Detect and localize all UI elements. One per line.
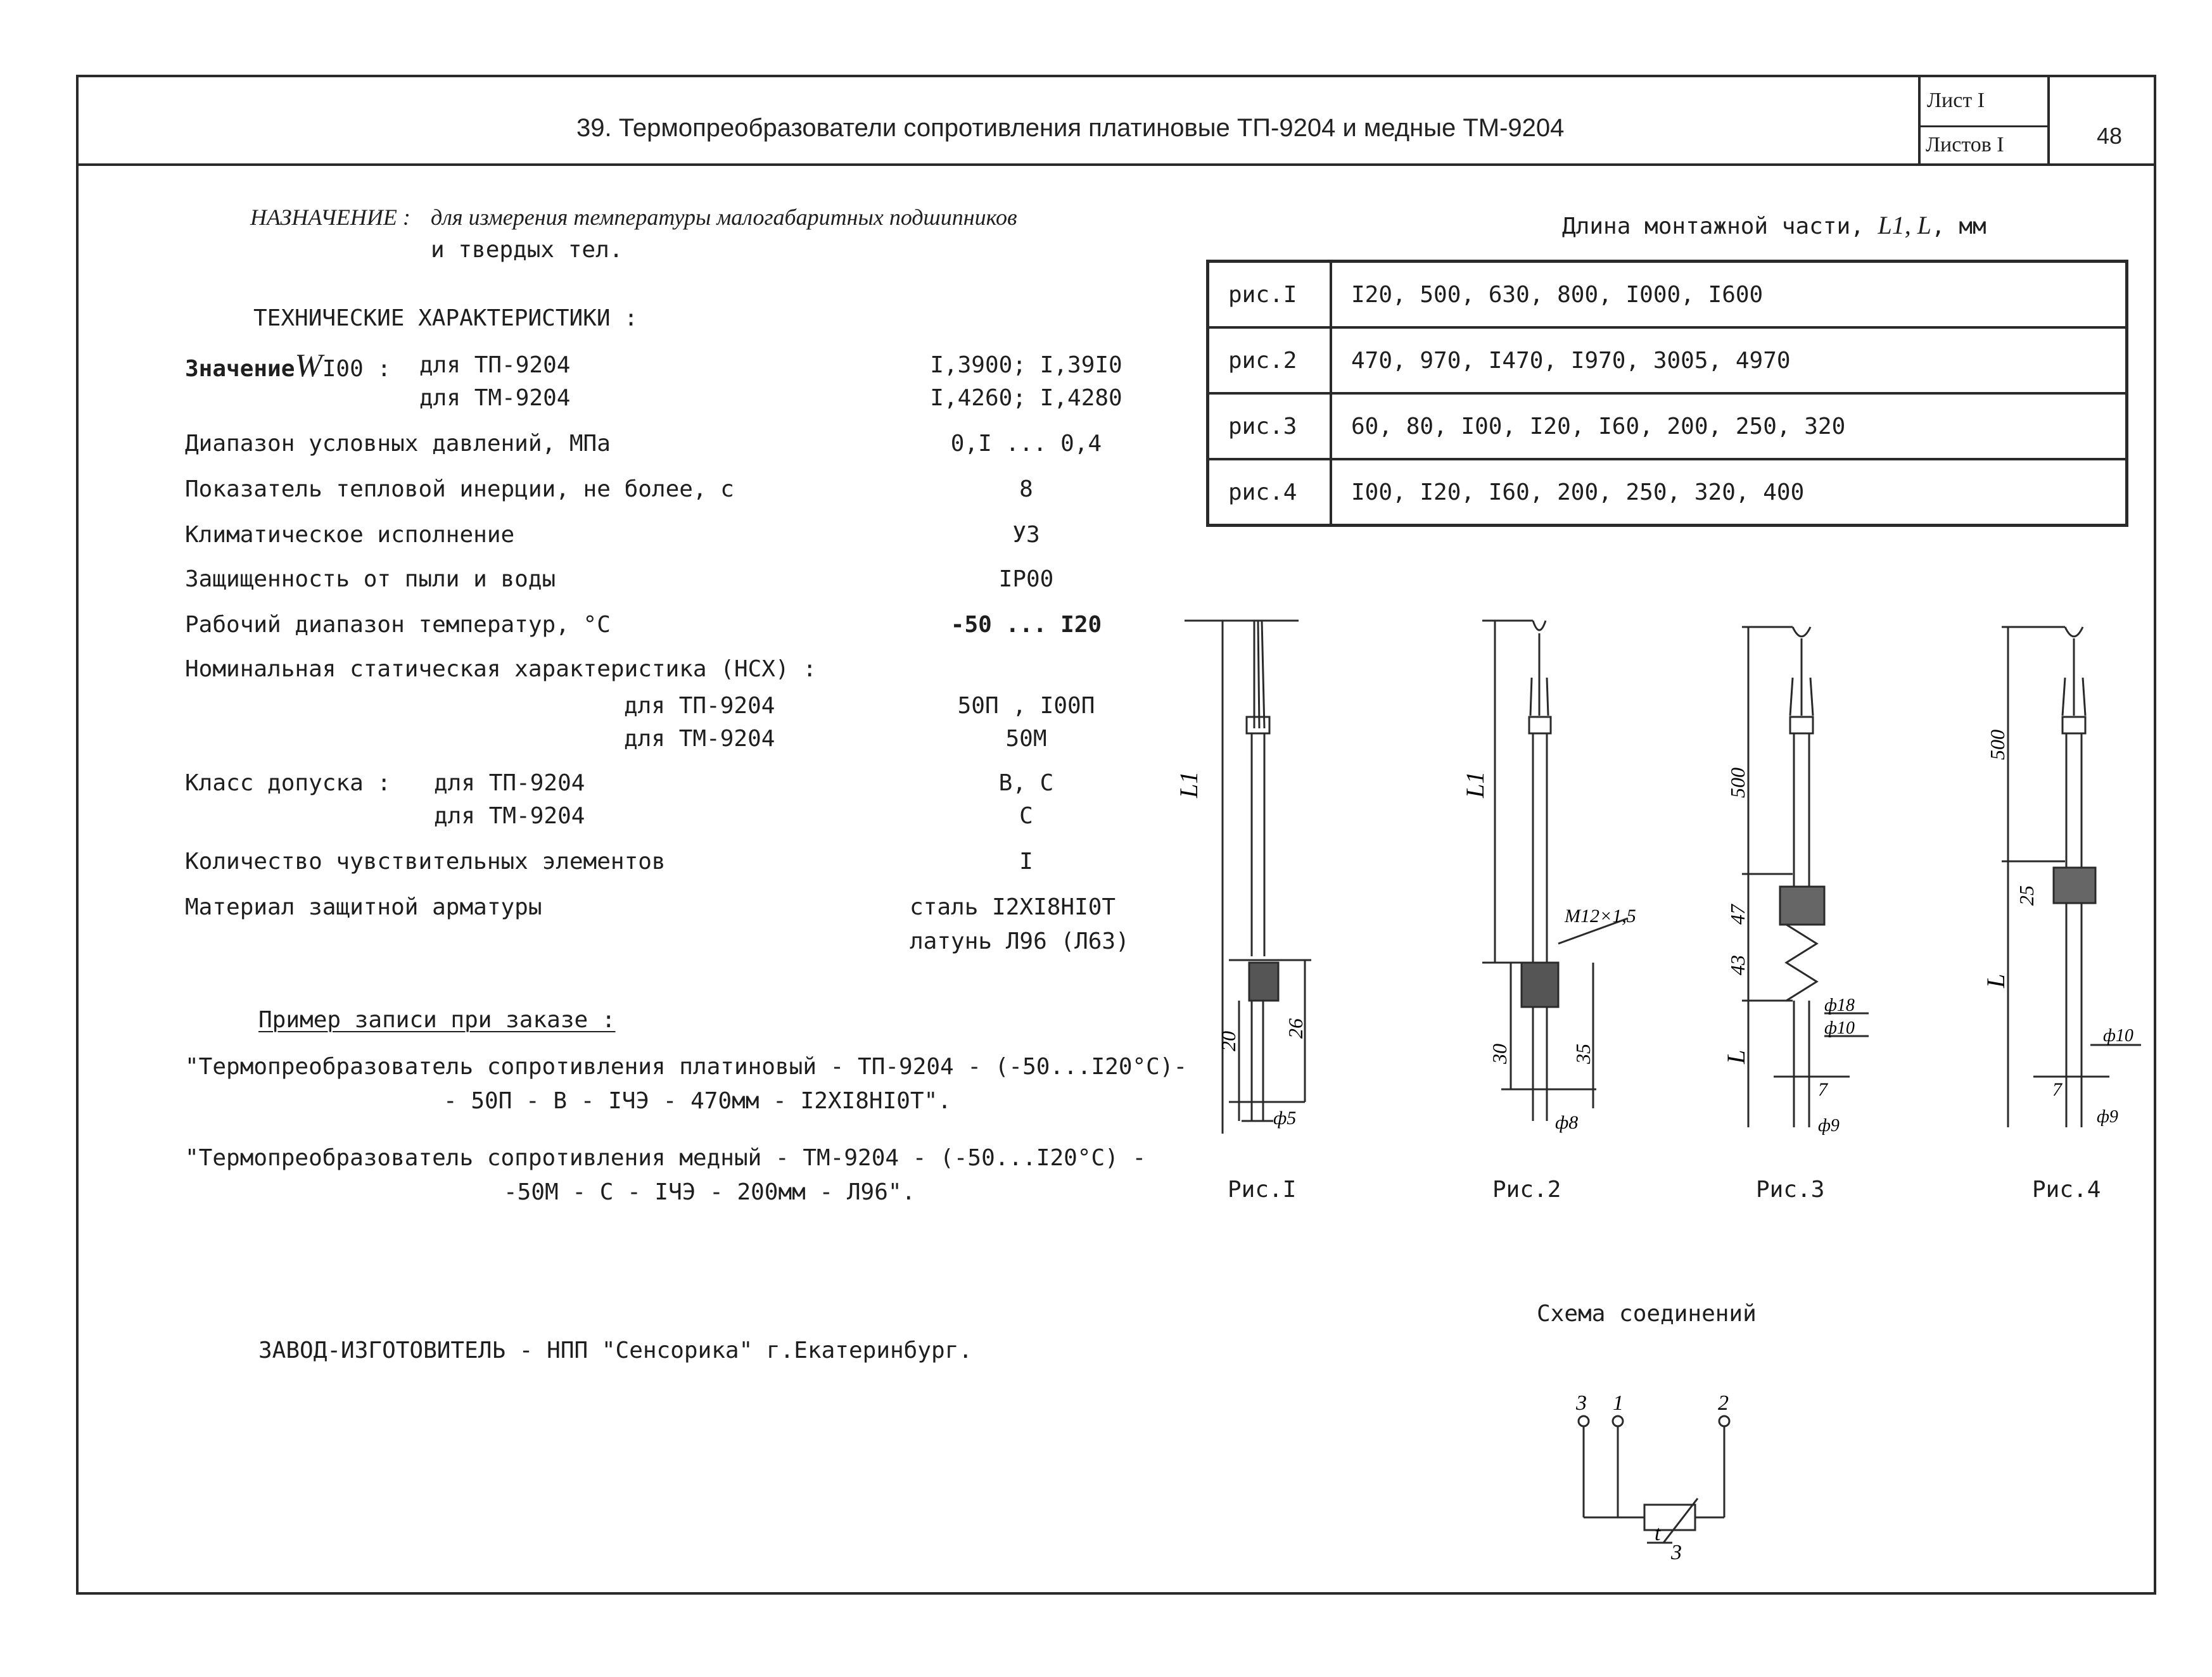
figure-2-thread: M12×1,5: [1565, 906, 1636, 927]
table-cell-fig: рис.4: [1208, 459, 1332, 526]
figure-3-diameter-3: ф9: [1818, 1116, 1840, 1136]
figure-3-dim-top: 500: [1726, 768, 1749, 798]
order-heading-text: Пример записи при заказе :: [258, 1007, 616, 1033]
table-cell-fig: рис.2: [1208, 327, 1332, 393]
figure-1-dim-length: L1: [1174, 771, 1203, 798]
figure-4-dim-c: 7: [2052, 1079, 2062, 1100]
length-caption-text: Длина монтажной части,: [1562, 213, 1864, 239]
spec-value: 8: [1019, 476, 1033, 502]
nsx-row-value: 50М: [1005, 726, 1047, 752]
table-cell-fig: рис.3: [1208, 393, 1332, 459]
figure-3-caption: Рис.3: [1756, 1177, 1825, 1203]
w100-row-value: I,3900; I,39I0: [930, 352, 1122, 378]
figure-2-dim-b: 35: [1572, 1044, 1594, 1064]
figure-2-caption: Рис.2: [1492, 1177, 1561, 1203]
figure-2-dim-a: 30: [1488, 1044, 1511, 1064]
table-cell-values: 60, 80, I00, I20, I60, 200, 250, 320: [1331, 393, 2127, 459]
nsx-row-value: 50П , I00П: [957, 693, 1095, 719]
spec-label: Защищенность от пыли и воды: [185, 566, 556, 592]
specs-heading: ТЕХНИЧЕСКИЕ ХАРАКТЕРИСТИКИ :: [253, 305, 638, 331]
spec-label: Климатическое исполнение: [185, 522, 515, 548]
count-label: Количество чувствительных элементов: [185, 849, 666, 875]
scheme-terminal-2: 2: [1718, 1391, 1729, 1415]
table-row: [1208, 393, 2127, 459]
w100-colon: :: [377, 356, 391, 382]
w100-prefix: Значение: [185, 356, 295, 382]
table-row: [1208, 262, 2127, 328]
tolerance-row-value: С: [1019, 803, 1033, 829]
spec-value: 0,I ... 0,4: [950, 431, 1102, 457]
figure-2-drawing: [1451, 608, 1660, 1140]
order-example-2-line-2: -50М - С - IЧЭ - 200мм - Л96".: [504, 1179, 916, 1205]
tolerance-row-label: для ТМ-9204: [434, 803, 585, 829]
length-caption-symbols: L1, L: [1878, 211, 1932, 239]
figure-4-caption: Рис.4: [2032, 1177, 2101, 1203]
nsx-row-label: для ТМ-9204: [624, 726, 775, 752]
stamp-divider-2: [2047, 75, 2050, 165]
tolerance-row-value: В, С: [998, 770, 1054, 796]
w100-row-label: для ТП-9204: [419, 352, 571, 378]
figure-3-dim-b: 43: [1726, 955, 1749, 975]
scheme-resistor-label: 3: [1671, 1541, 1682, 1564]
w100-label: [185, 347, 391, 384]
figure-4-diameter-2: ф9: [2097, 1107, 2118, 1127]
figure-1-caption: Рис.I: [1228, 1177, 1297, 1203]
figure-4-dim-top: 500: [1986, 730, 2009, 760]
figure-4-diameter-1: ф10: [2103, 1026, 2133, 1046]
header-divider: [76, 163, 2156, 166]
scheme-temperature-label: t: [1655, 1522, 1661, 1545]
figure-3-dim-length: L: [1722, 1049, 1750, 1064]
length-table: [1206, 260, 2128, 527]
tolerance-row-label: для ТП-9204: [434, 770, 585, 796]
figure-2-dim-length: L1: [1461, 771, 1489, 798]
order-example-1-line-2: - 50П - В - IЧЭ - 470мм - I2XI8HI0T".: [443, 1088, 951, 1114]
figure-3-drawing: [1723, 608, 1932, 1140]
tolerance-label: Класс допуска :: [185, 770, 391, 796]
spec-value: IP00: [998, 566, 1054, 592]
table-row: [1208, 459, 2127, 526]
table-row: [1208, 327, 2127, 393]
w100-row-label: для ТМ-9204: [419, 385, 571, 411]
scheme-caption: Схема соединений: [1537, 1301, 1757, 1327]
figure-3-diameter-2: ф10: [1824, 1018, 1855, 1038]
page-number: 48: [2097, 123, 2123, 149]
figure-3-diameter-1: ф18: [1824, 996, 1855, 1015]
sheet-label: Лист I: [1927, 89, 1985, 112]
spec-value: У3: [1012, 522, 1040, 548]
material-value-1: сталь I2XI8HI0T: [910, 894, 1116, 920]
stamp-divider-3: [1919, 125, 2049, 127]
purpose-line-2: и твердых тел.: [431, 237, 623, 263]
figure-2-diameter: ф8: [1555, 1112, 1579, 1133]
w100-row-value: I,4260; I,4280: [930, 385, 1122, 411]
length-table-caption: [1562, 210, 1986, 240]
purpose-label: НАЗНАЧЕНИЕ :: [250, 205, 410, 230]
figure-1-dim-a: 20: [1217, 1031, 1240, 1051]
figure-1-dim-b: 26: [1284, 1018, 1307, 1039]
table-cell-fig: рис.I: [1208, 262, 1332, 328]
table-cell-values: I00, I20, I60, 200, 250, 320, 400: [1331, 459, 2127, 526]
figure-4-dim-a: 25: [2015, 885, 2038, 906]
scheme-terminal-3: 3: [1576, 1391, 1587, 1415]
figure-1-drawing: [1174, 608, 1343, 1140]
figure-4-dim-length: L: [1981, 973, 2010, 988]
figure-1-diameter: ф5: [1273, 1108, 1297, 1129]
manufacturer: ЗАВОД-ИЗГОТОВИТЕЛЬ - НПП "Сенсорика" г.Екатеринбург.: [258, 1338, 973, 1364]
scheme-terminal-1: 1: [1613, 1391, 1624, 1415]
spec-label: Показатель тепловой инерции, не более, с: [185, 476, 734, 502]
connection-scheme: [1558, 1381, 1761, 1564]
sheets-label: Листов I: [1926, 133, 2004, 156]
spec-label: Диапазон условных давлений, МПа: [185, 431, 611, 457]
length-caption-unit: , мм: [1931, 213, 1986, 239]
order-example-1-line-1: "Термопреобразователь сопротивления платиновый - ТП-9204 - (-50...I20°C)-: [185, 1054, 1188, 1080]
figure-3-dim-a: 47: [1726, 904, 1749, 925]
purpose-line-1: для измерения температуры малогабаритных подшипников: [431, 205, 1017, 230]
order-example-2-line-1: "Термопреобразователь сопротивления медный - ТМ-9204 - (-50...I20°C) -: [185, 1145, 1147, 1171]
figure-4-drawing: [1983, 608, 2154, 1140]
table-cell-values: I20, 500, 630, 800, I000, I600: [1331, 262, 2127, 328]
figure-3-dim-c: 7: [1818, 1079, 1827, 1100]
stamp-divider-1: [1918, 75, 1921, 165]
spec-value: -50 ... I20: [950, 612, 1102, 638]
nsx-row-label: для ТП-9204: [624, 693, 775, 719]
w100-symbol: W: [295, 348, 322, 384]
order-heading: [258, 1007, 616, 1033]
nsx-label: Номинальная статическая характеристика (НСХ) :: [185, 656, 817, 682]
material-value-2: латунь Л96 (Л63): [910, 928, 1129, 954]
w100-sub: I00: [322, 356, 364, 382]
page-title: 39. Термопреобразователи сопротивления платиновые ТП-9204 и медные ТМ-9204: [576, 114, 1565, 142]
spec-label: Рабочий диапазон температур, °C: [185, 612, 611, 638]
table-cell-values: 470, 970, I470, I970, 3005, 4970: [1331, 327, 2127, 393]
material-label: Материал защитной арматуры: [185, 894, 542, 920]
count-value: I: [1019, 849, 1033, 875]
